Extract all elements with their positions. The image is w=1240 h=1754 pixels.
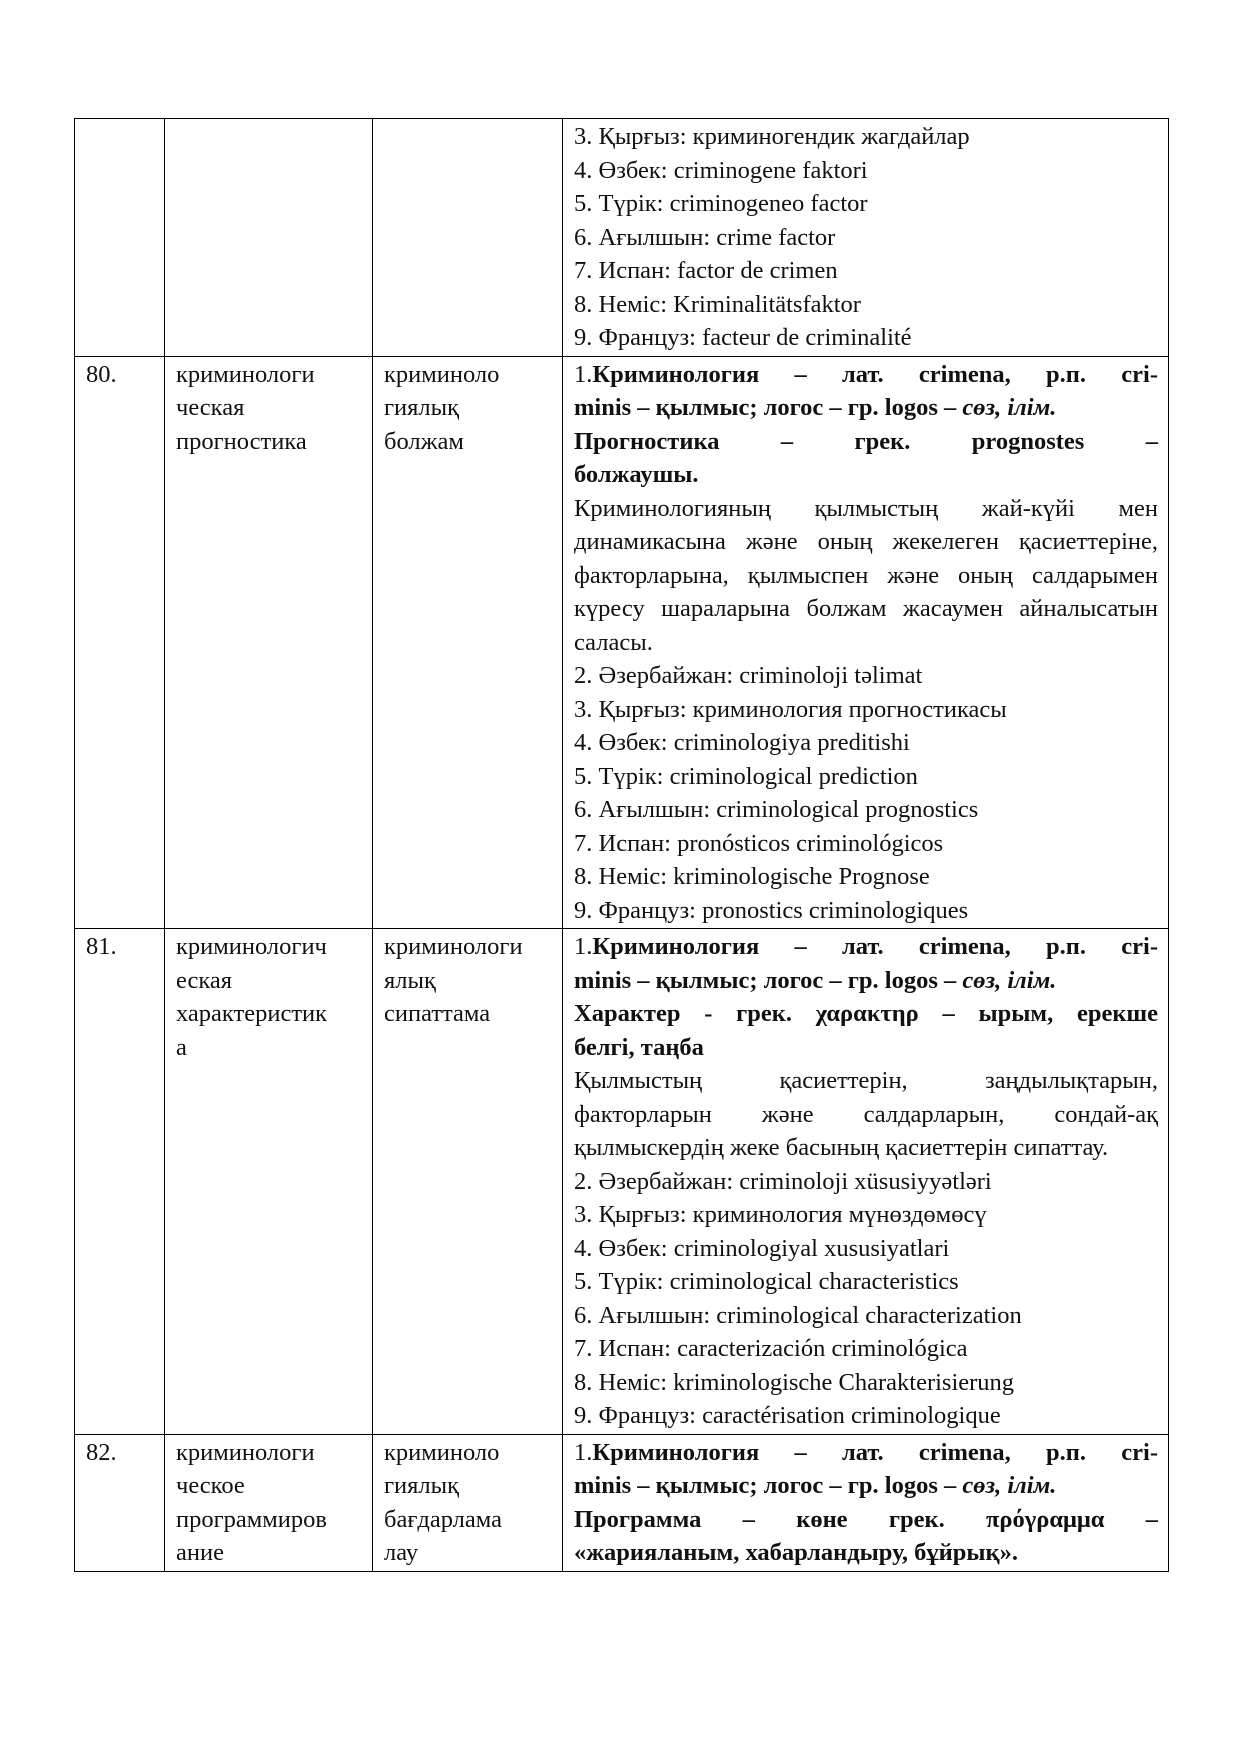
term-kz-line: гиялық [384,394,460,421]
cell-term-ru [165,356,373,929]
cell-term-ru [165,1434,373,1571]
translation-line: 9. Француз: caractérisation criminologique [574,1402,1001,1429]
term-kz-line: криминологи [384,933,523,960]
translation-line: 8. Неміс: Kriminalitätsfaktor [574,290,861,318]
table-row [75,119,1169,357]
translation-line: 3. Қырғыз: криминология прогностикасы [574,695,1007,723]
translation-line: 7. Испан: caracterización criminológica [574,1335,968,1362]
cell-term-ru [165,929,373,1435]
etymology-line: 1.Криминология – лат. crimena, р.п. cri- [574,1438,1158,1466]
etymology-line: minis – қылмыс; логос – гр. logos – сөз, ілім. [574,966,1057,994]
translation-line: 8. Неміс: kriminologische Prognose [574,863,930,890]
term-ru-line: программиров [176,1505,327,1533]
translation-line: 4. Өзбек: criminologiya preditishi [574,729,910,756]
cell-number [75,119,165,357]
etymology-line: болжаушы. [574,461,699,488]
etymology-line: Прогностика – грек. prognostes – [574,427,1158,455]
term-kz-line: криминоло [384,1438,500,1466]
row-number: 82. [86,1438,117,1466]
glossary-table [74,118,1169,1572]
term-ru-line: ание [176,1539,224,1566]
term-ru-line: характеристик [176,1000,328,1027]
term-ru-line: а [176,1033,187,1061]
translation-line: 6. Ағылшын: crime factor [574,223,836,251]
cell-description [563,119,1169,357]
term-ru-line: криминологи [176,1438,315,1466]
term-ru-line: криминологи [176,360,315,388]
cell-term-kz [373,1434,563,1571]
translation-line: 5. Түрік: criminological prediction [574,762,918,790]
row-number: 80. [86,360,117,388]
translation-line: 3. Қырғыз: криминология мүнөздөмөсү [574,1201,987,1228]
translation-line: 7. Испан: pronósticos criminológicos [574,829,944,857]
translation-line: 9. Француз: pronostics criminologiques [574,896,969,924]
etymology-line: 1.Криминология – лат. crimena, р.п. cri- [574,360,1158,388]
translation-line: 5. Түрік: criminogeneo factor [574,190,868,217]
translation-line: 4. Өзбек: criminogene faktori [574,156,868,184]
definition-text: Криминологияның қылмыстың жай-күйі мен динамикасына және оның жекелеген қасиеттеріне, факторларына, қылмыспен және оның салдарымен күресу шараларына болжам жасаумен айналысатын саласы. [574,494,1158,656]
cell-term-kz [373,929,563,1435]
cell-term-kz [373,119,563,357]
cell-term-kz [373,356,563,929]
etymology-line: белгі, таңба [574,1033,704,1061]
cell-description [563,929,1169,1435]
etymology-line: minis – қылмыс; логос – гр. logos – сөз, ілім. [574,1472,1057,1499]
translation-line: 8. Неміс: kriminologische Charakterisierung [574,1368,1015,1396]
translation-line: 6. Ағылшын: criminological characterization [574,1301,1022,1329]
translation-line: 7. Испан: factor de crimen [574,257,838,284]
term-ru-line: еская [176,966,233,994]
cell-description [563,1434,1169,1571]
translation-line: 3. Қырғыз: криминогендик жагдайлар [574,123,970,150]
cell-description [563,356,1169,929]
translation-line: 5. Түрік: criminological characteristics [574,1268,959,1295]
translation-line: 6. Ағылшын: criminological prognostics [574,796,979,823]
cell-number [75,929,165,1435]
table-row [75,1434,1169,1571]
term-kz-line: сипаттама [384,1000,491,1027]
etymology-line: «жарияланым, хабарландыру, бұйрық». [574,1539,1018,1566]
etymology-line: Характер - грек. χαρακτηρ – ырым, ерекше [574,1000,1158,1027]
term-ru-line: ческая [176,394,245,421]
translation-line: 2. Әзербайжан: criminoloji təlimat [574,662,923,689]
translation-line: 4. Өзбек: criminologiyal xususiyatlari [574,1234,950,1262]
row-number: 81. [86,933,117,960]
table-row [75,356,1169,929]
term-kz-line: болжам [384,427,464,455]
translation-line: 2. Әзербайжан: criminoloji xüsusiyyətləri [574,1167,992,1195]
cell-number [75,356,165,929]
term-kz-line: криминоло [384,360,500,388]
cell-term-ru [165,119,373,357]
etymology-line: minis – қылмыс; логос – гр. logos – сөз, ілім. [574,394,1057,421]
term-ru-line: ческое [176,1472,245,1499]
term-kz-line: лау [384,1539,419,1566]
cell-number [75,1434,165,1571]
etymology-line: Программа – көне грек. πρόγραμμα – [574,1505,1158,1533]
table-row [75,929,1169,1435]
etymology-line: 1.Криминология – лат. crimena, р.п. cri- [574,933,1158,960]
definition-text: Қылмыстың қасиеттерін, заңдылықтарын, факторларын және салдарларын, сондай-ақ қылмыскердің жеке басының қасиеттерін сипаттау. [574,1067,1158,1161]
term-kz-line: ялық [384,966,436,994]
term-kz-line: бағдарлама [384,1505,502,1533]
term-ru-line: прогностика [176,427,307,455]
translation-line: 9. Француз: facteur de criminalité [574,324,912,351]
term-ru-line: криминологич [176,933,327,960]
term-kz-line: гиялық [384,1472,460,1499]
